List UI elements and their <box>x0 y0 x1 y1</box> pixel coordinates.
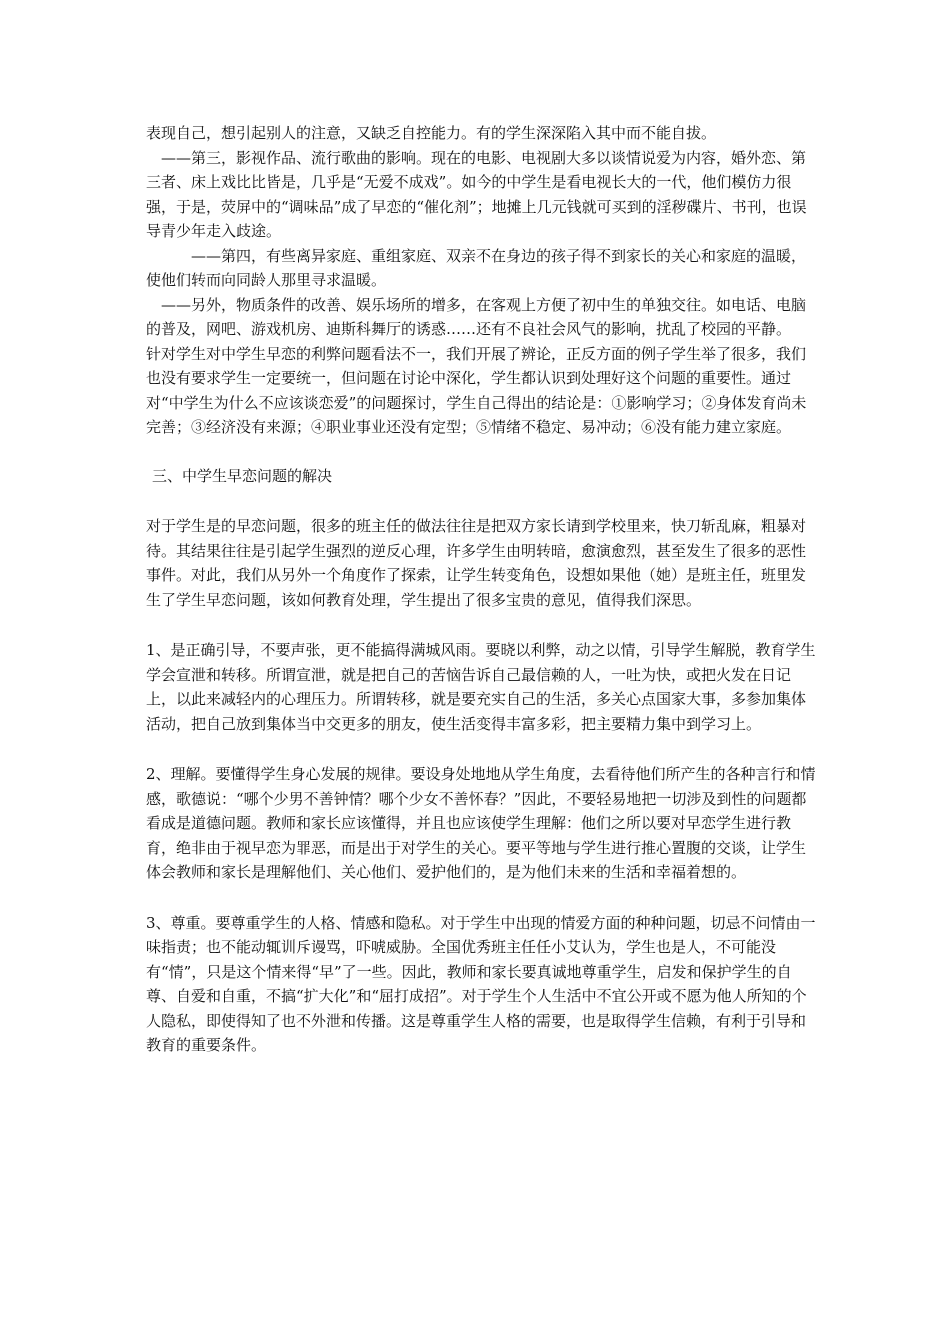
paragraph-debate-conclusion: 针对学生对中学生早恋的利弊问题看法不一，我们开展了辨论，正反方面的例子学生举了很多，我们也没有要求学生一定要统一，但问题在讨论中深化，学生都认识到处理好这个问题的重要性。通过对“中学生为什么不应该谈恋爱”的问题探讨，学生自己得出的结论是：①影响学习；②身体发育尚未完善；③经济没有来源；④职业事业还没有定型；⑤情绪不稳定、易冲动；⑥没有能力建立家庭。 <box>146 344 807 436</box>
paragraph-other-factors: ——另外，物质条件的改善、娱乐场所的增多，在客观上方便了初中生的单独交往。如电话、电脑的普及，网吧、游戏机房、迪斯科舞厅的诱惑……还有不良社会风气的影响，扰乱了校园的平静。 <box>146 295 807 338</box>
blank-line <box>146 488 816 514</box>
paragraph-third-media-influence: ——第三，影视作品、流行歌曲的影响。现在的电影、电视剧大多以谈情说爱为内容，婚外恋、第三者、床上戏比比皆是，几乎是“无爱不成戏”。如今的中学生是看电视长大的一代，他们模仿力很强，于是，荧屏中的“调味品”成了早恋的“催化剂”；地摊上几元钱就可买到的淫秽碟片、书刊，也误导青少年走入歧途。 <box>146 148 807 240</box>
paragraph-teacher-approach: 对于学生是的早恋问题，很多的班主任的做法往往是把双方家长请到学校里来，快刀斩乱麻，粗暴对待。其结果往往是引起学生强烈的逆反心理，许多学生由明转暗，愈演愈烈，甚至发生了很多的恶性事件。对此，我们从另外一个角度作了探索，让学生转变角色，设想如果他（她）是班主任，班里发生了学生早恋问题，该如何教育处理，学生提出了很多宝贵的意见，值得我们深思。 <box>146 517 807 609</box>
blank-line <box>146 885 816 911</box>
document-body <box>146 121 816 1058</box>
blank-line <box>146 440 816 464</box>
paragraph-fourth-family: ——第四，有些离异家庭、重组家庭、双亲不在身边的孩子得不到家长的关心和家庭的温暖，使他们转而向同龄人那里寻求温暖。 <box>146 246 807 289</box>
blank-line <box>146 736 816 762</box>
paragraph-point-3-respect: 3、尊重。要尊重学生的人格、情感和隐私。对于学生中出现的情爱方面的种种问题，切忌不问情由一味指责；也不能动辄训斥谩骂，吓唬威胁。全国优秀班主任任小艾认为，学生也是人，不可能没有“情”，只是这个情来得“早”了一些。因此，教师和家长要真诚地尊重学生，启发和保护学生的自尊、自爱和自重，不搞“扩大化”和“屈打成招”。对于学生个人生活中不宜公开或不愿为他人所知的个人隐私，即使得知了也不外泄和传播。这是尊重学生人格的需要，也是取得学生信赖，有利于引导和教育的重要条件。 <box>146 913 816 1054</box>
paragraph-point-2-understanding: 2、理解。要懂得学生身心发展的规律。要设身处地地从学生角度，去看待他们所产生的各种言行和情感，歌德说：“哪个少男不善钟情？哪个少女不善怀春？”因此，不要轻易地把一切涉及到性的问题都看成是道德问题。教师和家长应该懂得，并且也应该使学生理解：他们之所以要对早恋学生进行教育，绝非由于视早恋为罪恶，而是出于对学生的关心。要平等地与学生进行推心置腹的交谈，让学生体会教师和家长是理解他们、关心他们、爱护他们的，是为他们未来的生活和幸福着想的。 <box>146 765 816 881</box>
section-heading-solutions: 三、中学生早恋问题的解决 <box>152 466 333 485</box>
paragraph-self-control: 表现自己，想引起别人的注意，又缺乏自控能力。有的学生深深陷入其中而不能自拔。 <box>146 124 717 142</box>
blank-line <box>146 612 816 638</box>
paragraph-point-1-guidance: 1、是正确引导，不要声张，更不能搞得满城风雨。要晓以利弊，动之以情，引导学生解脱，教育学生学会宣泄和转移。所谓宣泄，就是把自己的苦恼告诉自己最信赖的人，一吐为快，或把火发在日记上，以此来减轻内的心理压力。所谓转移，就是要充实自己的生活，多关心点国家大事，多参加集体活动，把自己放到集体当中交更多的朋友，使生活变得丰富多彩，把主要精力集中到学习上。 <box>146 641 816 733</box>
